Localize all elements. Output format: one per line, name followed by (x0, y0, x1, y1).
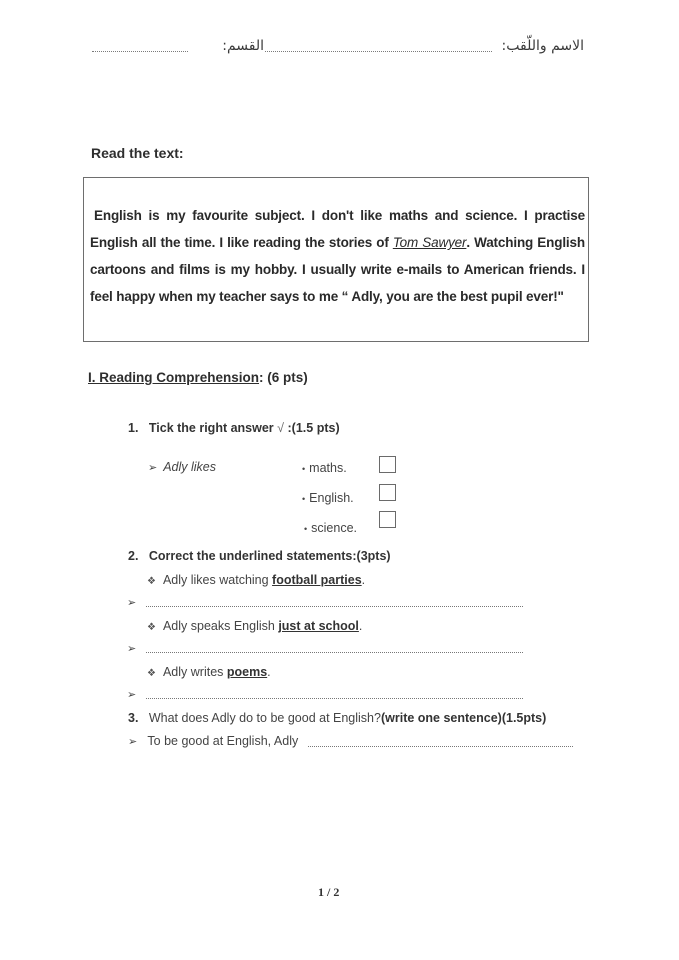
question-1-stem-text: Adly likes (163, 460, 217, 474)
answer-line-1[interactable] (146, 606, 523, 607)
name-label: الاسم واللّقب: (501, 38, 584, 54)
question-1-number: 1. (128, 421, 139, 435)
statement-underlined: just at school (278, 619, 359, 633)
answer-line-4[interactable] (308, 746, 573, 747)
question-3-answer (128, 734, 298, 748)
book-title: Tom Sawyer (392, 235, 467, 250)
answer-line-3[interactable] (146, 698, 523, 699)
option-maths (302, 461, 347, 475)
class-label: القسم: (222, 38, 264, 54)
bullet-icon: • (304, 523, 308, 534)
checkbox-maths[interactable] (379, 456, 396, 473)
reading-passage (90, 202, 585, 310)
class-field[interactable] (92, 51, 188, 52)
read-text-heading: Read the text: (91, 145, 184, 161)
question-3 (128, 711, 546, 725)
statement-end: . (361, 573, 366, 587)
section-points: : (6 pts) (259, 370, 308, 385)
statement-2 (147, 619, 362, 633)
bullet-icon: • (302, 463, 306, 474)
bullet-icon: • (302, 493, 306, 504)
arrow-bullet-icon: ➢ (127, 643, 137, 655)
statement-text: Adly likes watching (162, 573, 273, 587)
statement-underlined: poems (226, 665, 268, 679)
reading-passage-box (83, 177, 589, 342)
option-label: science. (311, 521, 358, 535)
statement-end: . (358, 619, 363, 633)
question-2 (128, 549, 391, 563)
statement-end: . (267, 665, 271, 679)
answer-line-2[interactable] (146, 652, 523, 653)
option-label: maths. (309, 461, 347, 475)
name-field[interactable] (265, 51, 492, 52)
question-1-points: :(1.5 pts) (287, 421, 340, 435)
statement-text: Adly writes (162, 665, 227, 679)
arrow-bullet-icon: ➢ (128, 736, 138, 748)
arrow-bullet-icon: ➢ (127, 689, 137, 701)
question-2-number: 2. (128, 549, 139, 563)
passage-part-1: English is my favourite subject. I don't like maths and science. I practise English all the time. I like reading the stories of (90, 208, 585, 250)
passage-part-2: . Watching English cartoons and films is my hobby. I usually write e-mails to American friends. I feel happy when my teacher says to me “ Adly, you are the best pupil ever!" (90, 235, 585, 304)
question-3-text: What does Adly do to be good at English? (148, 711, 381, 725)
page-number: 1 / 2 (318, 885, 340, 899)
checkbox-english[interactable] (379, 484, 396, 501)
question-1-stem (148, 460, 216, 474)
option-label: English. (309, 491, 354, 505)
checkbox-science[interactable] (379, 511, 396, 528)
statement-text: Adly speaks English (162, 619, 279, 633)
option-english (302, 491, 354, 505)
diamond-bullet-icon: ❖ (147, 668, 156, 679)
statement-underlined: football parties (272, 573, 362, 587)
section-title: I. Reading Comprehension (88, 370, 260, 385)
statement-3 (147, 665, 271, 679)
question-1 (128, 421, 340, 435)
question-3-number: 3. (128, 711, 139, 725)
arrow-bullet-icon: ➢ (127, 597, 137, 609)
question-3-answer-prefix: To be good at English, Adly (147, 734, 299, 748)
tick-icon: √ (277, 421, 285, 435)
diamond-bullet-icon: ❖ (147, 576, 156, 587)
arrow-bullet-icon: ➢ (148, 462, 158, 474)
option-science (304, 521, 357, 535)
statement-1 (147, 573, 365, 587)
question-2-text: Correct the underlined statements:(3pts) (148, 549, 391, 563)
question-1-text: Tick the right answer (148, 421, 274, 435)
diamond-bullet-icon: ❖ (147, 622, 156, 633)
section-heading (88, 370, 308, 385)
question-3-instruction: (write one sentence)(1.5pts) (380, 711, 547, 725)
